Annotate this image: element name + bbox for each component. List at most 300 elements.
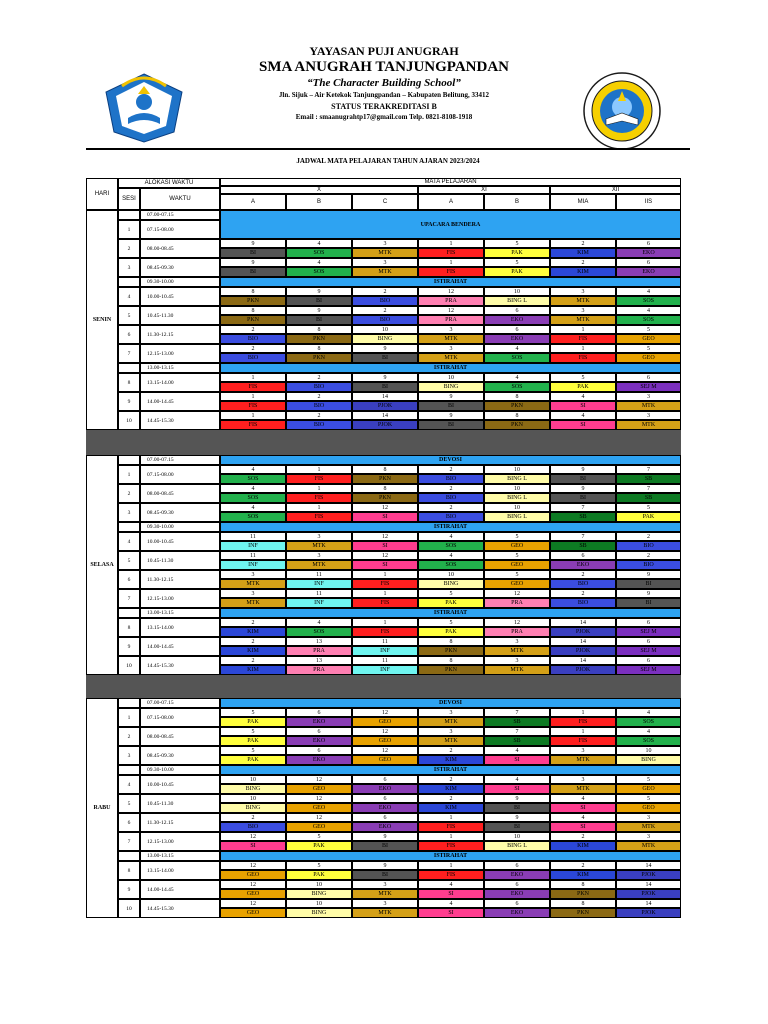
- subject-cell: INF: [286, 598, 352, 608]
- waktu-cell: 09.30-10.00: [140, 277, 220, 287]
- subject-cell: PKN: [286, 334, 352, 344]
- sesi-cell: 6: [118, 325, 140, 344]
- teacher-code-cell: 2: [220, 325, 286, 334]
- teacher-code-cell: 11: [286, 570, 352, 579]
- waktu-cell: 12.15-13.00: [140, 832, 220, 851]
- subject-cell: SOS: [220, 474, 286, 484]
- teacher-code-cell: 4: [616, 287, 681, 296]
- subject-cell: PAK: [418, 627, 484, 637]
- subject-cell: EKO: [550, 560, 616, 570]
- sesi-cell: 1: [118, 465, 140, 484]
- teacher-code-cell: 6: [616, 656, 681, 665]
- day-separator: [86, 430, 681, 455]
- teacher-code-cell: 1: [418, 813, 484, 822]
- subject-cell: BING L: [484, 296, 550, 306]
- subject-cell: SOS: [616, 736, 681, 746]
- teacher-code-cell: 1: [220, 392, 286, 401]
- teacher-code-cell: 4: [220, 465, 286, 474]
- teacher-code-cell: 3: [352, 899, 418, 908]
- sesi-cell: 3: [118, 746, 140, 765]
- teacher-code-cell: 8: [550, 880, 616, 889]
- teacher-code-cell: 10: [352, 325, 418, 334]
- subject-cell: BING: [286, 889, 352, 899]
- subject-cell: GEO: [484, 579, 550, 589]
- class-header: B: [286, 194, 352, 210]
- subject-cell: EKO: [616, 248, 681, 258]
- teacher-code-cell: 3: [220, 570, 286, 579]
- subject-cell: BING: [616, 755, 681, 765]
- subject-cell: BI: [352, 841, 418, 851]
- teacher-code-cell: 9: [352, 832, 418, 841]
- teacher-code-cell: 4: [220, 503, 286, 512]
- teacher-code-cell: 2: [418, 484, 484, 493]
- activity-band: ISTIRAHAT: [220, 363, 681, 373]
- teacher-code-cell: 12: [286, 775, 352, 784]
- subject-cell: GEO: [352, 717, 418, 727]
- subject-cell: SI: [550, 803, 616, 813]
- teacher-code-cell: 5: [220, 727, 286, 736]
- teacher-code-cell: 2: [352, 306, 418, 315]
- teacher-code-cell: 12: [352, 708, 418, 717]
- subject-cell: BING: [220, 803, 286, 813]
- teacher-code-cell: 5: [616, 775, 681, 784]
- teacher-code-cell: 11: [286, 589, 352, 598]
- teacher-code-cell: 2: [220, 618, 286, 627]
- subject-cell: MTK: [352, 267, 418, 277]
- subject-cell: GEO: [220, 908, 286, 918]
- teacher-code-cell: 1: [220, 411, 286, 420]
- school-name: SMA ANUGRAH TANJUNGPANDAN: [258, 59, 509, 75]
- teacher-code-cell: 4: [484, 344, 550, 353]
- sesi-cell: [118, 522, 140, 532]
- subject-cell: SEJ M: [616, 646, 681, 656]
- subject-cell: SI: [550, 401, 616, 411]
- teacher-code-cell: 3: [418, 708, 484, 717]
- teacher-code-cell: 10: [418, 373, 484, 382]
- waktu-cell: 07.15-08.00: [140, 465, 220, 484]
- sesi-cell: 4: [118, 532, 140, 551]
- teacher-code-cell: 9: [616, 589, 681, 598]
- day-label: RABU: [86, 698, 118, 918]
- sesi-cell: [118, 210, 140, 220]
- teacher-code-cell: 12: [418, 306, 484, 315]
- teacher-code-cell: 2: [286, 411, 352, 420]
- teacher-code-cell: 4: [550, 411, 616, 420]
- teacher-code-cell: 8: [220, 306, 286, 315]
- subject-cell: FIS: [550, 353, 616, 363]
- teacher-code-cell: 14: [550, 618, 616, 627]
- sesi-cell: 5: [118, 306, 140, 325]
- teacher-code-cell: 3: [616, 411, 681, 420]
- tut-wuri-handayani-logo: [102, 72, 186, 144]
- subject-cell: PKN: [352, 493, 418, 503]
- teacher-code-cell: 10: [418, 570, 484, 579]
- alokasi-waktu-header: ALOKASI WAKTU: [118, 178, 220, 188]
- subject-cell: MTK: [418, 736, 484, 746]
- subject-cell: PKN: [484, 401, 550, 411]
- subject-cell: FIS: [418, 248, 484, 258]
- sesi-cell: [118, 765, 140, 775]
- subject-cell: BING L: [484, 512, 550, 522]
- teacher-code-cell: 5: [220, 746, 286, 755]
- teacher-code-cell: 9: [220, 239, 286, 248]
- subject-cell: GEO: [286, 803, 352, 813]
- day-label: SENIN: [86, 210, 118, 430]
- teacher-code-cell: 7: [484, 727, 550, 736]
- subject-cell: BIO: [286, 420, 352, 430]
- subject-cell: MTK: [286, 560, 352, 570]
- sesi-header: SESI: [118, 188, 140, 210]
- teacher-code-cell: 1: [550, 727, 616, 736]
- subject-cell: MTK: [616, 822, 681, 832]
- sesi-cell: 8: [118, 861, 140, 880]
- teacher-code-cell: 3: [286, 532, 352, 541]
- waktu-cell: 08.45-09.30: [140, 746, 220, 765]
- teacher-code-cell: 8: [418, 656, 484, 665]
- teacher-code-cell: 10: [286, 899, 352, 908]
- subject-cell: PAK: [220, 755, 286, 765]
- subject-cell: KIM: [418, 803, 484, 813]
- subject-cell: SI: [418, 889, 484, 899]
- subject-cell: SI: [352, 560, 418, 570]
- subject-cell: BING: [352, 334, 418, 344]
- subject-cell: SOS: [616, 315, 681, 325]
- subject-cell: KIM: [550, 248, 616, 258]
- subject-cell: BING L: [484, 474, 550, 484]
- subject-cell: BING: [220, 784, 286, 794]
- subject-cell: BIO: [418, 474, 484, 484]
- subject-cell: SB: [550, 541, 616, 551]
- teacher-code-cell: 3: [616, 392, 681, 401]
- class-header: IIS: [616, 194, 681, 210]
- teacher-code-cell: 3: [550, 775, 616, 784]
- subject-cell: BIO: [550, 598, 616, 608]
- teacher-code-cell: 4: [418, 899, 484, 908]
- subject-cell: EKO: [484, 908, 550, 918]
- sesi-cell: 3: [118, 258, 140, 277]
- subject-cell: PJOK: [550, 627, 616, 637]
- waktu-cell: 12.15-13.00: [140, 344, 220, 363]
- sesi-cell: 4: [118, 287, 140, 306]
- subject-cell: SOS: [418, 560, 484, 570]
- subject-cell: PKN: [220, 296, 286, 306]
- subject-cell: FIS: [352, 598, 418, 608]
- sesi-cell: [118, 608, 140, 618]
- teacher-code-cell: 6: [616, 373, 681, 382]
- subject-cell: SOS: [418, 541, 484, 551]
- teacher-code-cell: 2: [616, 551, 681, 560]
- teacher-code-cell: 5: [418, 589, 484, 598]
- teacher-code-cell: 2: [550, 832, 616, 841]
- subject-cell: BIO: [550, 579, 616, 589]
- teacher-code-cell: 6: [286, 746, 352, 755]
- activity-band: DEVOSI: [220, 455, 681, 465]
- subject-cell: SOS: [220, 493, 286, 503]
- teacher-code-cell: 9: [286, 306, 352, 315]
- teacher-code-cell: 11: [352, 637, 418, 646]
- subject-cell: FIS: [550, 717, 616, 727]
- subject-cell: PJOK: [616, 908, 681, 918]
- subject-cell: MTK: [550, 755, 616, 765]
- subject-cell: PKN: [220, 315, 286, 325]
- subject-cell: MTK: [220, 598, 286, 608]
- teacher-code-cell: 2: [418, 503, 484, 512]
- teacher-code-cell: 3: [616, 832, 681, 841]
- subject-cell: BI: [220, 267, 286, 277]
- teacher-code-cell: 12: [352, 727, 418, 736]
- subject-cell: BIO: [220, 334, 286, 344]
- sesi-cell: 10: [118, 656, 140, 675]
- subject-cell: SOS: [484, 353, 550, 363]
- subject-cell: BI: [352, 870, 418, 880]
- teacher-code-cell: 5: [484, 258, 550, 267]
- subject-cell: PAK: [220, 736, 286, 746]
- subject-cell: KIM: [550, 267, 616, 277]
- subject-cell: EKO: [286, 717, 352, 727]
- class-header: MIA: [550, 194, 616, 210]
- mata-pelajaran-header: MATA PELAJARAN: [220, 178, 681, 186]
- subject-cell: BIO: [418, 493, 484, 503]
- subject-cell: INF: [352, 665, 418, 675]
- teacher-code-cell: 9: [418, 411, 484, 420]
- teacher-code-cell: 10: [484, 484, 550, 493]
- teacher-code-cell: 2: [286, 392, 352, 401]
- subject-cell: EKO: [286, 755, 352, 765]
- teacher-code-cell: 7: [616, 484, 681, 493]
- day-label: SELASA: [86, 455, 118, 675]
- teacher-code-cell: 4: [550, 392, 616, 401]
- subject-cell: BI: [418, 401, 484, 411]
- subject-cell: BI: [484, 803, 550, 813]
- subject-cell: EKO: [352, 803, 418, 813]
- subject-cell: MTK: [550, 315, 616, 325]
- subject-cell: PRA: [484, 598, 550, 608]
- teacher-code-cell: 9: [352, 373, 418, 382]
- document-title: JADWAL MATA PELAJARAN TAHUN AJARAN 2023/2024: [296, 157, 480, 165]
- teacher-code-cell: 14: [616, 861, 681, 870]
- subject-cell: SB: [484, 736, 550, 746]
- letterhead: [200, 44, 568, 123]
- school-contact: Email : smaanugrahtp17@gmail.com Telp. 0821-8108-1918: [295, 113, 473, 121]
- subject-cell: MTK: [352, 908, 418, 918]
- teacher-code-cell: 5: [616, 794, 681, 803]
- grade-xi-header: XI: [418, 186, 550, 194]
- teacher-code-cell: 1: [550, 325, 616, 334]
- teacher-code-cell: 2: [220, 637, 286, 646]
- waktu-cell: 09.30-10.00: [140, 522, 220, 532]
- subject-cell: PRA: [418, 296, 484, 306]
- teacher-code-cell: 14: [352, 411, 418, 420]
- waktu-cell: 12.15-13.00: [140, 589, 220, 608]
- teacher-code-cell: 2: [550, 861, 616, 870]
- subject-cell: PJOK: [352, 401, 418, 411]
- activity-band: ISTIRAHAT: [220, 522, 681, 532]
- school-motto: “The Character Building School”: [307, 77, 461, 89]
- subject-cell: GEO: [484, 560, 550, 570]
- waktu-cell: 08.00-08.45: [140, 239, 220, 258]
- teacher-code-cell: 12: [220, 832, 286, 841]
- subject-cell: EKO: [484, 334, 550, 344]
- subject-cell: MTK: [418, 717, 484, 727]
- sesi-cell: 6: [118, 813, 140, 832]
- teacher-code-cell: 1: [352, 570, 418, 579]
- subject-cell: PKN: [286, 353, 352, 363]
- teacher-code-cell: 9: [550, 465, 616, 474]
- subject-cell: FIS: [286, 474, 352, 484]
- subject-cell: MTK: [616, 401, 681, 411]
- teacher-code-cell: 5: [616, 344, 681, 353]
- subject-cell: SEJ M: [616, 665, 681, 675]
- subject-cell: EKO: [286, 736, 352, 746]
- subject-cell: BING L: [484, 841, 550, 851]
- school-address: Jln. Sijuk – Air Ketekok Tanjungpandan – Kabupaten Belitung, 33412: [278, 91, 490, 99]
- subject-cell: KIM: [550, 870, 616, 880]
- teacher-code-cell: 6: [484, 306, 550, 315]
- subject-cell: PAK: [220, 717, 286, 727]
- school-logo: [582, 71, 662, 151]
- waktu-cell: 10.45-11.30: [140, 306, 220, 325]
- subject-cell: MTK: [220, 579, 286, 589]
- subject-cell: BIO: [352, 315, 418, 325]
- teacher-code-cell: 6: [286, 727, 352, 736]
- subject-cell: MTK: [550, 784, 616, 794]
- subject-cell: GEO: [484, 541, 550, 551]
- waktu-cell: 08.45-09.30: [140, 503, 220, 522]
- teacher-code-cell: 4: [484, 775, 550, 784]
- waktu-cell: 13.00-13.15: [140, 608, 220, 618]
- sesi-cell: 2: [118, 727, 140, 746]
- teacher-code-cell: 2: [418, 794, 484, 803]
- subject-cell: PJOK: [616, 870, 681, 880]
- teacher-code-cell: 10: [616, 746, 681, 755]
- teacher-code-cell: 9: [616, 570, 681, 579]
- subject-cell: MTK: [616, 841, 681, 851]
- teacher-code-cell: 1: [352, 618, 418, 627]
- teacher-code-cell: 8: [352, 465, 418, 474]
- teacher-code-cell: 3: [418, 325, 484, 334]
- subject-cell: GEO: [616, 353, 681, 363]
- teacher-code-cell: 7: [616, 465, 681, 474]
- subject-cell: KIM: [220, 646, 286, 656]
- teacher-code-cell: 4: [550, 813, 616, 822]
- subject-cell: PAK: [616, 512, 681, 522]
- subject-cell: BING: [286, 908, 352, 918]
- subject-cell: SOS: [286, 248, 352, 258]
- subject-cell: BI: [220, 248, 286, 258]
- teacher-code-cell: 11: [352, 656, 418, 665]
- subject-cell: PRA: [286, 665, 352, 675]
- subject-cell: FIS: [418, 822, 484, 832]
- teacher-code-cell: 5: [286, 832, 352, 841]
- subject-cell: BI: [616, 598, 681, 608]
- sesi-cell: 8: [118, 373, 140, 392]
- subject-cell: PAK: [418, 598, 484, 608]
- subject-cell: BI: [550, 493, 616, 503]
- subject-cell: GEO: [616, 803, 681, 813]
- subject-cell: PAK: [286, 841, 352, 851]
- subject-cell: KIM: [220, 627, 286, 637]
- subject-cell: EKO: [352, 784, 418, 794]
- grade-x-header: X: [220, 186, 418, 194]
- subject-cell: GEO: [220, 889, 286, 899]
- teacher-code-cell: 8: [220, 287, 286, 296]
- teacher-code-cell: 5: [484, 532, 550, 541]
- teacher-code-cell: 5: [484, 570, 550, 579]
- letterhead-divider: [86, 148, 690, 150]
- subject-cell: SI: [352, 541, 418, 551]
- teacher-code-cell: 14: [550, 637, 616, 646]
- waktu-cell: 14.00-14.45: [140, 880, 220, 899]
- subject-cell: BI: [286, 296, 352, 306]
- subject-cell: SI: [352, 512, 418, 522]
- teacher-code-cell: 9: [286, 287, 352, 296]
- teacher-code-cell: 1: [286, 484, 352, 493]
- subject-cell: GEO: [220, 870, 286, 880]
- teacher-code-cell: 8: [484, 392, 550, 401]
- teacher-code-cell: 4: [616, 306, 681, 315]
- teacher-code-cell: 2: [418, 465, 484, 474]
- teacher-code-cell: 8: [550, 899, 616, 908]
- subject-cell: MTK: [550, 296, 616, 306]
- subject-cell: FIS: [418, 267, 484, 277]
- teacher-code-cell: 1: [286, 503, 352, 512]
- subject-cell: BI: [550, 474, 616, 484]
- subject-cell: BI: [352, 382, 418, 392]
- teacher-code-cell: 1: [352, 589, 418, 598]
- subject-cell: EKO: [616, 267, 681, 277]
- subject-cell: BI: [484, 822, 550, 832]
- subject-cell: PKN: [352, 474, 418, 484]
- teacher-code-cell: 3: [352, 239, 418, 248]
- subject-cell: SEJ M: [616, 382, 681, 392]
- teacher-code-cell: 12: [220, 899, 286, 908]
- teacher-code-cell: 2: [550, 589, 616, 598]
- subject-cell: SOS: [484, 382, 550, 392]
- teacher-code-cell: 6: [616, 637, 681, 646]
- grade-xii-header: XII: [550, 186, 681, 194]
- teacher-code-cell: 6: [352, 775, 418, 784]
- teacher-code-cell: 12: [352, 503, 418, 512]
- subject-cell: MTK: [484, 665, 550, 675]
- teacher-code-cell: 2: [352, 287, 418, 296]
- teacher-code-cell: 12: [220, 861, 286, 870]
- teacher-code-cell: 1: [418, 239, 484, 248]
- teacher-code-cell: 1: [418, 258, 484, 267]
- hari-header: HARI: [86, 178, 118, 210]
- subject-cell: GEO: [352, 736, 418, 746]
- teacher-code-cell: 3: [418, 727, 484, 736]
- subject-cell: BIO: [286, 382, 352, 392]
- subject-cell: MTK: [616, 420, 681, 430]
- teacher-code-cell: 8: [484, 411, 550, 420]
- teacher-code-cell: 9: [352, 344, 418, 353]
- teacher-code-cell: 6: [616, 258, 681, 267]
- teacher-code-cell: 6: [352, 813, 418, 822]
- subject-cell: BIO: [352, 296, 418, 306]
- sesi-cell: 1: [118, 708, 140, 727]
- sesi-cell: 10: [118, 411, 140, 430]
- subject-cell: PKN: [484, 420, 550, 430]
- teacher-code-cell: 6: [484, 880, 550, 889]
- sesi-cell: 4: [118, 775, 140, 794]
- teacher-code-cell: 9: [418, 392, 484, 401]
- subject-cell: PAK: [286, 870, 352, 880]
- teacher-code-cell: 4: [616, 708, 681, 717]
- teacher-code-cell: 2: [550, 258, 616, 267]
- teacher-code-cell: 1: [418, 861, 484, 870]
- teacher-code-cell: 12: [220, 880, 286, 889]
- teacher-code-cell: 4: [286, 258, 352, 267]
